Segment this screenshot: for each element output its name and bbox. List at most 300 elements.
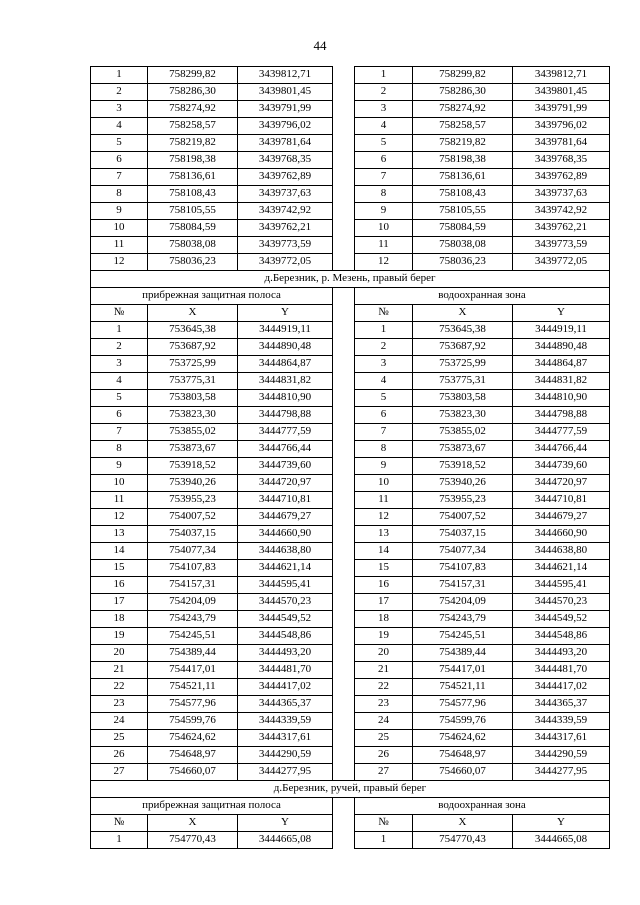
- table-row: [91, 594, 610, 611]
- right-point-number: 16: [355, 577, 413, 594]
- right-y-value: 3444621,14: [513, 560, 610, 577]
- right-point-number: 3: [355, 101, 413, 118]
- column-gap: [333, 509, 355, 526]
- right-y-value: 3444710,81: [513, 492, 610, 509]
- left-point-number: 15: [91, 560, 148, 577]
- left-x-value: 753725,99: [148, 356, 238, 373]
- column-gap: [333, 237, 355, 254]
- table-row: [91, 747, 610, 764]
- right-x-value: 753940,26: [413, 475, 513, 492]
- right-number-header: №: [355, 815, 413, 832]
- left-y-value: 3444919,11: [238, 322, 333, 339]
- column-gap: [333, 747, 355, 764]
- right-y-value: 3444919,11: [513, 322, 610, 339]
- left-y-value: 3439801,45: [238, 84, 333, 101]
- left-point-number: 12: [91, 254, 148, 271]
- column-gap: [333, 373, 355, 390]
- left-y-value: 3444595,41: [238, 577, 333, 594]
- column-gap: [333, 390, 355, 407]
- right-y-value: 3439796,02: [513, 118, 610, 135]
- left-x-value: 753803,58: [148, 390, 238, 407]
- left-y-value: 3444766,44: [238, 441, 333, 458]
- left-y-value: 3444777,59: [238, 424, 333, 441]
- right-point-number: 19: [355, 628, 413, 645]
- left-x-value: 758198,38: [148, 152, 238, 169]
- column-gap: [333, 628, 355, 645]
- left-point-number: 6: [91, 407, 148, 424]
- column-gap: [333, 169, 355, 186]
- right-point-number: 27: [355, 764, 413, 781]
- right-zone-title: водоохранная зона: [355, 798, 610, 815]
- right-x-value: 758299,82: [413, 67, 513, 84]
- left-y-value: 3444493,20: [238, 645, 333, 662]
- zone-title-row: [91, 288, 610, 305]
- right-x-value: 754037,15: [413, 526, 513, 543]
- table-row: [91, 696, 610, 713]
- left-point-number: 25: [91, 730, 148, 747]
- left-x-value: 753955,23: [148, 492, 238, 509]
- right-point-number: 4: [355, 373, 413, 390]
- table-row: [91, 390, 610, 407]
- column-gap: [333, 441, 355, 458]
- column-header-row: [91, 815, 610, 832]
- left-y-value: 3444417,02: [238, 679, 333, 696]
- right-x-value: 754660,07: [413, 764, 513, 781]
- table-row: [91, 509, 610, 526]
- right-number-header: №: [355, 305, 413, 322]
- left-y-value: 3439772,05: [238, 254, 333, 271]
- left-point-number: 5: [91, 390, 148, 407]
- right-point-number: 9: [355, 458, 413, 475]
- left-x-value: 754245,51: [148, 628, 238, 645]
- right-y-value: 3444864,87: [513, 356, 610, 373]
- right-point-number: 5: [355, 390, 413, 407]
- table-row: [91, 67, 610, 84]
- left-y-value: 3444339,59: [238, 713, 333, 730]
- right-y-value: 3439737,63: [513, 186, 610, 203]
- left-x-value: 758274,92: [148, 101, 238, 118]
- table-row: [91, 492, 610, 509]
- column-gap: [333, 67, 355, 84]
- left-x-value: 753855,02: [148, 424, 238, 441]
- right-y-value: 3444890,48: [513, 339, 610, 356]
- left-x-value: 754204,09: [148, 594, 238, 611]
- column-gap: [333, 407, 355, 424]
- right-point-number: 17: [355, 594, 413, 611]
- left-x-header: X: [148, 305, 238, 322]
- left-point-number: 8: [91, 441, 148, 458]
- column-gap: [333, 543, 355, 560]
- right-y-value: 3439812,71: [513, 67, 610, 84]
- right-point-number: 15: [355, 560, 413, 577]
- right-point-number: 6: [355, 152, 413, 169]
- right-point-number: 13: [355, 526, 413, 543]
- right-y-value: 3439801,45: [513, 84, 610, 101]
- right-x-value: 754077,34: [413, 543, 513, 560]
- right-point-number: 11: [355, 237, 413, 254]
- left-x-value: 754660,07: [148, 764, 238, 781]
- left-y-value: 3439791,99: [238, 101, 333, 118]
- left-point-number: 6: [91, 152, 148, 169]
- table-row: [91, 152, 610, 169]
- table-row: [91, 441, 610, 458]
- left-point-number: 20: [91, 645, 148, 662]
- column-gap: [333, 492, 355, 509]
- right-point-number: 25: [355, 730, 413, 747]
- left-y-value: 3439737,63: [238, 186, 333, 203]
- left-y-value: 3439812,71: [238, 67, 333, 84]
- right-y-value: 3444665,08: [513, 832, 610, 849]
- table-row: [91, 118, 610, 135]
- table-row: [91, 560, 610, 577]
- column-gap: [333, 152, 355, 169]
- left-point-number: 27: [91, 764, 148, 781]
- left-zone-title: прибрежная защитная полоса: [91, 288, 333, 305]
- right-y-value: 3444317,61: [513, 730, 610, 747]
- right-point-number: 11: [355, 492, 413, 509]
- right-point-number: 9: [355, 203, 413, 220]
- right-point-number: 1: [355, 832, 413, 849]
- left-x-value: 754417,01: [148, 662, 238, 679]
- right-y-value: 3444720,97: [513, 475, 610, 492]
- left-x-value: 754648,97: [148, 747, 238, 764]
- left-point-number: 1: [91, 832, 148, 849]
- table-row: [91, 322, 610, 339]
- table-row: [91, 220, 610, 237]
- right-y-value: 3444638,80: [513, 543, 610, 560]
- right-y-value: 3439772,05: [513, 254, 610, 271]
- coordinates-table: [90, 66, 610, 849]
- table-row: [91, 254, 610, 271]
- right-x-value: 753955,23: [413, 492, 513, 509]
- left-point-number: 24: [91, 713, 148, 730]
- left-y-value: 3439762,89: [238, 169, 333, 186]
- table-row: [91, 645, 610, 662]
- right-x-value: 758136,61: [413, 169, 513, 186]
- column-gap: [333, 339, 355, 356]
- right-x-value: 758108,43: [413, 186, 513, 203]
- table-row: [91, 475, 610, 492]
- column-gap: [333, 611, 355, 628]
- right-x-value: 753873,67: [413, 441, 513, 458]
- right-x-value: 758274,92: [413, 101, 513, 118]
- left-point-number: 2: [91, 84, 148, 101]
- column-gap: [333, 577, 355, 594]
- table-row: [91, 169, 610, 186]
- left-point-number: 11: [91, 492, 148, 509]
- right-point-number: 23: [355, 696, 413, 713]
- left-point-number: 19: [91, 628, 148, 645]
- table-row: [91, 832, 610, 849]
- right-point-number: 18: [355, 611, 413, 628]
- right-y-value: 3439742,92: [513, 203, 610, 220]
- left-x-value: 754624,62: [148, 730, 238, 747]
- left-y-value: 3444739,60: [238, 458, 333, 475]
- left-x-value: 758108,43: [148, 186, 238, 203]
- right-y-value: 3439768,35: [513, 152, 610, 169]
- table-row: [91, 679, 610, 696]
- left-x-value: 753873,67: [148, 441, 238, 458]
- right-y-value: 3444595,41: [513, 577, 610, 594]
- table-row: [91, 203, 610, 220]
- left-y-value: 3444290,59: [238, 747, 333, 764]
- right-point-number: 22: [355, 679, 413, 696]
- right-y-value: 3444290,59: [513, 747, 610, 764]
- column-gap: [333, 560, 355, 577]
- left-x-value: 753687,92: [148, 339, 238, 356]
- right-x-value: 754624,62: [413, 730, 513, 747]
- left-point-number: 2: [91, 339, 148, 356]
- table-row: [91, 424, 610, 441]
- right-point-number: 4: [355, 118, 413, 135]
- column-gap: [333, 798, 355, 815]
- left-x-value: 754521,11: [148, 679, 238, 696]
- left-x-value: 758084,59: [148, 220, 238, 237]
- table-row: [91, 543, 610, 560]
- column-gap: [333, 203, 355, 220]
- right-x-value: 758105,55: [413, 203, 513, 220]
- right-point-number: 3: [355, 356, 413, 373]
- column-gap: [333, 526, 355, 543]
- left-point-number: 8: [91, 186, 148, 203]
- right-x-header: X: [413, 305, 513, 322]
- right-x-value: 753725,99: [413, 356, 513, 373]
- table-row: [91, 577, 610, 594]
- left-y-value: 3444831,82: [238, 373, 333, 390]
- right-point-number: 8: [355, 441, 413, 458]
- left-x-value: 754243,79: [148, 611, 238, 628]
- left-point-number: 12: [91, 509, 148, 526]
- right-y-value: 3444679,27: [513, 509, 610, 526]
- right-x-value: 758084,59: [413, 220, 513, 237]
- left-y-header: Y: [238, 815, 333, 832]
- left-point-number: 4: [91, 373, 148, 390]
- left-point-number: 9: [91, 458, 148, 475]
- left-x-header: X: [148, 815, 238, 832]
- left-y-value: 3444864,87: [238, 356, 333, 373]
- left-x-value: 758136,61: [148, 169, 238, 186]
- table-row: [91, 713, 610, 730]
- right-x-value: 754243,79: [413, 611, 513, 628]
- left-point-number: 3: [91, 101, 148, 118]
- right-y-value: 3444766,44: [513, 441, 610, 458]
- left-point-number: 11: [91, 237, 148, 254]
- table-row: [91, 407, 610, 424]
- left-number-header: №: [91, 815, 148, 832]
- left-x-value: 753823,30: [148, 407, 238, 424]
- right-x-value: 758036,23: [413, 254, 513, 271]
- left-point-number: 1: [91, 67, 148, 84]
- right-x-value: 754521,11: [413, 679, 513, 696]
- left-x-value: 758038,08: [148, 237, 238, 254]
- right-x-value: 758286,30: [413, 84, 513, 101]
- table-row: [91, 764, 610, 781]
- right-point-number: 7: [355, 424, 413, 441]
- right-y-value: 3444831,82: [513, 373, 610, 390]
- right-point-number: 8: [355, 186, 413, 203]
- table-row: [91, 186, 610, 203]
- left-x-value: 758286,30: [148, 84, 238, 101]
- column-gap: [333, 288, 355, 305]
- right-x-value: 753918,52: [413, 458, 513, 475]
- column-gap: [333, 220, 355, 237]
- section-title: д.Березник, ручей, правый берег: [91, 781, 610, 798]
- left-zone-title: прибрежная защитная полоса: [91, 798, 333, 815]
- right-x-value: 758038,08: [413, 237, 513, 254]
- right-x-value: 753775,31: [413, 373, 513, 390]
- column-gap: [333, 356, 355, 373]
- right-y-value: 3444570,23: [513, 594, 610, 611]
- right-y-value: 3444417,02: [513, 679, 610, 696]
- column-gap: [333, 135, 355, 152]
- left-x-value: 758299,82: [148, 67, 238, 84]
- right-y-value: 3444777,59: [513, 424, 610, 441]
- left-point-number: 9: [91, 203, 148, 220]
- right-point-number: 24: [355, 713, 413, 730]
- right-point-number: 14: [355, 543, 413, 560]
- right-x-value: 754107,83: [413, 560, 513, 577]
- column-gap: [333, 305, 355, 322]
- left-x-value: 758036,23: [148, 254, 238, 271]
- left-y-value: 3444621,14: [238, 560, 333, 577]
- left-y-value: 3444317,61: [238, 730, 333, 747]
- right-point-number: 1: [355, 67, 413, 84]
- left-y-value: 3439768,35: [238, 152, 333, 169]
- left-x-value: 758258,57: [148, 118, 238, 135]
- column-gap: [333, 84, 355, 101]
- right-point-number: 2: [355, 84, 413, 101]
- right-y-value: 3444810,90: [513, 390, 610, 407]
- right-point-number: 1: [355, 322, 413, 339]
- right-point-number: 26: [355, 747, 413, 764]
- left-y-value: 3444890,48: [238, 339, 333, 356]
- right-y-value: 3444739,60: [513, 458, 610, 475]
- right-point-number: 2: [355, 339, 413, 356]
- left-y-value: 3439796,02: [238, 118, 333, 135]
- left-x-value: 754037,15: [148, 526, 238, 543]
- column-gap: [333, 764, 355, 781]
- right-y-value: 3439762,89: [513, 169, 610, 186]
- left-point-number: 10: [91, 220, 148, 237]
- left-x-value: 753940,26: [148, 475, 238, 492]
- right-x-value: 758198,38: [413, 152, 513, 169]
- right-y-value: 3444493,20: [513, 645, 610, 662]
- table-row: [91, 135, 610, 152]
- table-row: [91, 373, 610, 390]
- table-row: [91, 237, 610, 254]
- left-point-number: 23: [91, 696, 148, 713]
- left-y-value: 3444277,95: [238, 764, 333, 781]
- left-y-value: 3444720,97: [238, 475, 333, 492]
- left-x-value: 754107,83: [148, 560, 238, 577]
- right-y-value: 3444339,59: [513, 713, 610, 730]
- right-y-header: Y: [513, 815, 610, 832]
- right-point-number: 21: [355, 662, 413, 679]
- left-point-number: 10: [91, 475, 148, 492]
- right-y-value: 3444549,52: [513, 611, 610, 628]
- column-gap: [333, 645, 355, 662]
- table-row: [91, 611, 610, 628]
- right-x-value: 754245,51: [413, 628, 513, 645]
- right-y-value: 3444660,90: [513, 526, 610, 543]
- right-x-value: 758219,82: [413, 135, 513, 152]
- left-point-number: 5: [91, 135, 148, 152]
- table-row: [91, 339, 610, 356]
- left-y-value: 3444679,27: [238, 509, 333, 526]
- right-point-number: 5: [355, 135, 413, 152]
- right-x-value: 754204,09: [413, 594, 513, 611]
- left-point-number: 18: [91, 611, 148, 628]
- left-point-number: 4: [91, 118, 148, 135]
- column-gap: [333, 458, 355, 475]
- left-x-value: 754077,34: [148, 543, 238, 560]
- right-point-number: 7: [355, 169, 413, 186]
- left-y-value: 3444481,70: [238, 662, 333, 679]
- left-x-value: 753775,31: [148, 373, 238, 390]
- left-y-value: 3444710,81: [238, 492, 333, 509]
- left-y-value: 3439773,59: [238, 237, 333, 254]
- left-y-value: 3444570,23: [238, 594, 333, 611]
- right-x-value: 753687,92: [413, 339, 513, 356]
- left-y-value: 3439742,92: [238, 203, 333, 220]
- left-y-value: 3444548,86: [238, 628, 333, 645]
- page-number: 44: [313, 38, 327, 53]
- column-gap: [333, 475, 355, 492]
- right-y-value: 3439781,64: [513, 135, 610, 152]
- column-gap: [333, 713, 355, 730]
- table-row: [91, 458, 610, 475]
- left-y-value: 3444665,08: [238, 832, 333, 849]
- column-gap: [333, 832, 355, 849]
- left-point-number: 14: [91, 543, 148, 560]
- table-row: [91, 662, 610, 679]
- left-x-value: 754770,43: [148, 832, 238, 849]
- left-point-number: 7: [91, 169, 148, 186]
- right-point-number: 6: [355, 407, 413, 424]
- right-y-header: Y: [513, 305, 610, 322]
- column-gap: [333, 730, 355, 747]
- left-x-value: 754007,52: [148, 509, 238, 526]
- left-y-value: 3444638,80: [238, 543, 333, 560]
- right-x-value: 754007,52: [413, 509, 513, 526]
- right-x-header: X: [413, 815, 513, 832]
- table-row: [91, 628, 610, 645]
- left-y-value: 3439762,21: [238, 220, 333, 237]
- right-point-number: 12: [355, 254, 413, 271]
- right-x-value: 754417,01: [413, 662, 513, 679]
- right-point-number: 10: [355, 475, 413, 492]
- left-x-value: 753918,52: [148, 458, 238, 475]
- left-x-value: 758219,82: [148, 135, 238, 152]
- right-x-value: 753645,38: [413, 322, 513, 339]
- column-gap: [333, 594, 355, 611]
- left-y-value: 3444660,90: [238, 526, 333, 543]
- right-point-number: 12: [355, 509, 413, 526]
- table-row: [91, 101, 610, 118]
- column-header-row: [91, 305, 610, 322]
- left-y-value: 3444810,90: [238, 390, 333, 407]
- zone-title-row: [91, 798, 610, 815]
- right-y-value: 3444798,88: [513, 407, 610, 424]
- column-gap: [333, 815, 355, 832]
- left-x-value: 754599,76: [148, 713, 238, 730]
- table-row: [91, 356, 610, 373]
- right-x-value: 754157,31: [413, 577, 513, 594]
- right-x-value: 753855,02: [413, 424, 513, 441]
- column-gap: [333, 679, 355, 696]
- column-gap: [333, 424, 355, 441]
- right-x-value: 754577,96: [413, 696, 513, 713]
